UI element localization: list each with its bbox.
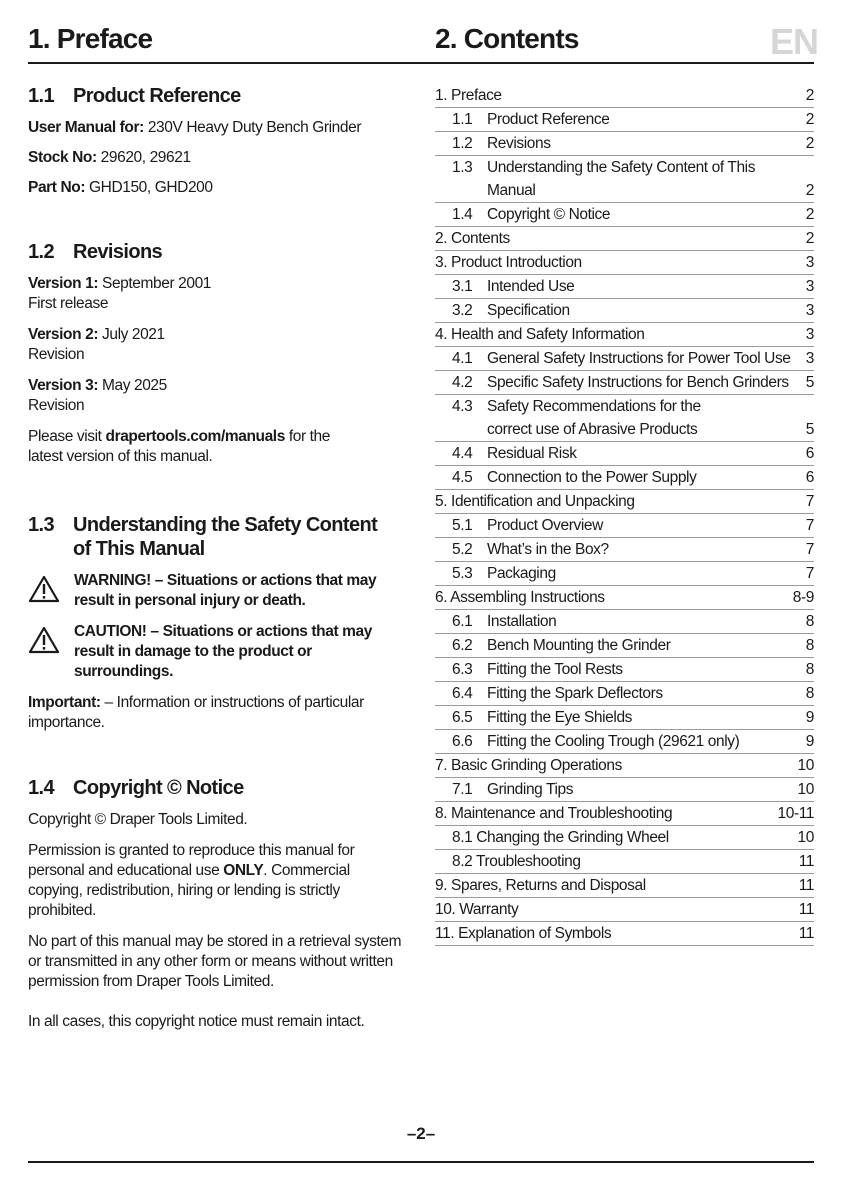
- toc-entry[interactable]: [435, 922, 814, 946]
- header-divider: [28, 62, 814, 64]
- toc-entry[interactable]: [435, 898, 814, 922]
- toc-entry[interactable]: [435, 395, 814, 442]
- field-label: Stock No:: [28, 149, 97, 166]
- warning-triangle-icon: [28, 571, 74, 609]
- toc-entry-title: 9. Spares, Returns and Disposal: [435, 877, 646, 894]
- toc-entry-page: 3: [805, 278, 814, 295]
- toc-entry-page: 6: [805, 445, 814, 462]
- version-label: Version 3:: [28, 377, 99, 394]
- toc-entry-title: Installation: [487, 613, 557, 630]
- toc-entry-page: 2: [805, 182, 814, 199]
- footer-divider: [28, 1161, 814, 1163]
- toc-entry-page: 8: [805, 685, 814, 702]
- section-1-2-heading: [28, 240, 413, 264]
- toc-entry-page: 5: [805, 421, 814, 438]
- section-number: 1.2: [28, 241, 55, 263]
- toc-entry[interactable]: [435, 347, 814, 371]
- toc-entry-number: 6.2: [452, 637, 473, 654]
- toc-entry-page: 8-9: [792, 589, 814, 606]
- toc-entry-number: 4.3: [452, 398, 473, 415]
- toc-entry-number: 1.4: [452, 206, 473, 223]
- version-date: September 2001: [98, 275, 212, 292]
- toc-entry-number: 4.1: [452, 350, 473, 367]
- stock-number-line: [28, 148, 413, 168]
- toc-entry-number: 6.5: [452, 709, 473, 726]
- toc-entry-title: 7. Basic Grinding Operations: [435, 757, 622, 774]
- toc-entry[interactable]: [435, 323, 814, 347]
- toc-entry[interactable]: [435, 371, 814, 395]
- toc-entry-number: 4.4: [452, 445, 473, 462]
- toc-entry-page: 7: [805, 517, 814, 534]
- toc-entry[interactable]: [435, 634, 814, 658]
- toc-entry-title: 8. Maintenance and Troubleshooting: [435, 805, 673, 822]
- version-note: Revision: [28, 397, 85, 414]
- toc-entry-page: 2: [805, 111, 814, 128]
- toc-entry-page: 10-11: [777, 805, 814, 822]
- toc-entry-number: 1.2: [452, 135, 473, 152]
- toc-entry-page: 3: [805, 350, 814, 367]
- toc-entry-title: Connection to the Power Supply: [487, 469, 697, 486]
- toc-entry-title: Product Reference: [487, 111, 610, 128]
- toc-entry-page: 7: [805, 493, 814, 510]
- toc-entry[interactable]: [435, 706, 814, 730]
- section-title: Product Reference: [73, 85, 241, 107]
- section-number: 1.1: [28, 85, 55, 107]
- toc-entry-page: 10: [797, 781, 814, 798]
- toc-entry-number: 3.1: [452, 278, 473, 295]
- toc-entry-page: 2: [805, 230, 814, 247]
- version-1-entry: [28, 274, 413, 314]
- toc-entry[interactable]: [435, 538, 814, 562]
- toc-entry[interactable]: [435, 730, 814, 754]
- retrieval-paragraph: No part of this manual may be stored in a retrieval system or transmitted in any other form or means without written permission from Draper Tools Limited.: [28, 933, 402, 990]
- toc-entry-title: Intended Use: [487, 278, 575, 295]
- toc-entry-page: 8: [805, 613, 814, 630]
- toc-entry-title: 2. Contents: [435, 230, 510, 247]
- toc-entry-number: 5.1: [452, 517, 473, 534]
- toc-entry-title: 10. Warranty: [435, 901, 519, 918]
- field-value: 29620, 29621: [96, 149, 191, 166]
- toc-entry-page: 11: [798, 901, 814, 918]
- version-label: Version 1:: [28, 275, 99, 292]
- toc-entry-number: 1.1: [452, 111, 473, 128]
- toc-entry-number: 5.3: [452, 565, 473, 582]
- toc-entry-title: Specific Safety Instructions for Bench Grinders: [487, 374, 789, 391]
- toc-entry[interactable]: [435, 227, 814, 251]
- version-label: Version 2:: [28, 326, 99, 343]
- toc-entry-title: Copyright © Notice: [487, 206, 611, 223]
- toc-entry-title: 1. Preface: [435, 87, 502, 104]
- toc-entry-title: 11. Explanation of Symbols: [435, 925, 612, 942]
- toc-entry-page: 10: [797, 757, 814, 774]
- toc-entry-title: Safety Recommendations for the correct use of Abrasive Products: [487, 398, 701, 438]
- toc-entry[interactable]: [435, 778, 814, 802]
- toc-entry-page: 8: [805, 637, 814, 654]
- table-of-contents: [435, 84, 814, 946]
- toc-entry-title: Fitting the Tool Rests: [487, 661, 623, 678]
- field-value: GHD150, GHD200: [85, 179, 213, 196]
- field-label: Part No:: [28, 179, 86, 196]
- toc-entry-number: 1.3: [452, 159, 473, 176]
- version-date: July 2021: [98, 326, 165, 343]
- toc-entry-title: Residual Risk: [487, 445, 577, 462]
- copyright-line: Copyright © Draper Tools Limited.: [28, 811, 248, 828]
- toc-entry-page: 8: [805, 661, 814, 678]
- toc-entry-page: 11: [798, 877, 814, 894]
- warning-notice: [28, 571, 413, 611]
- section-number: 1.4: [28, 777, 55, 799]
- permission-paragraph: Permission is granted to reproduce this manual for personal and educational use ONLY. Commercial copying, redistribution, hiring or lending is strictly prohibited.: [28, 842, 355, 919]
- preface-heading: 1. Preface: [28, 23, 153, 54]
- toc-entry[interactable]: [435, 514, 814, 538]
- toc-entry[interactable]: [435, 826, 814, 850]
- version-3-entry: [28, 376, 413, 416]
- toc-entry-title: Revisions: [487, 135, 551, 152]
- toc-entry-number: 6.3: [452, 661, 473, 678]
- toc-entry-title: Product Overview: [487, 517, 603, 534]
- toc-entry-title: Grinding Tips: [487, 781, 574, 798]
- field-label: User Manual for:: [28, 119, 144, 136]
- section-number: 1.3: [28, 514, 55, 536]
- toc-entry[interactable]: [435, 610, 814, 634]
- toc-entry-title: 8.2 Troubleshooting: [452, 853, 581, 870]
- toc-entry-page: 2: [805, 87, 814, 104]
- toc-entry-title: General Safety Instructions for Power Tool Use: [487, 350, 791, 367]
- toc-entry[interactable]: [435, 108, 814, 132]
- toc-entry-number: 3.2: [452, 302, 473, 319]
- toc-entry-title: 8.1 Changing the Grinding Wheel: [452, 829, 669, 846]
- preface-column: [28, 84, 413, 1032]
- toc-entry-page: 2: [805, 206, 814, 223]
- toc-entry-title: What’s in the Box?: [487, 541, 609, 558]
- version-note: Revision: [28, 346, 85, 363]
- manuals-link[interactable]: drapertools.com/manuals: [105, 428, 285, 445]
- section-1-3-heading: [28, 513, 413, 561]
- toc-entry[interactable]: [435, 203, 814, 227]
- toc-entry-title: 3. Product Introduction: [435, 254, 582, 271]
- toc-entry[interactable]: [435, 586, 814, 610]
- toc-entry-number: 6.1: [452, 613, 473, 630]
- toc-entry[interactable]: [435, 682, 814, 706]
- toc-entry[interactable]: [435, 562, 814, 586]
- toc-entry[interactable]: [435, 84, 814, 108]
- toc-entry[interactable]: [435, 299, 814, 323]
- section-title: Copyright © Notice: [73, 777, 244, 799]
- toc-entry-title: Understanding the Safety Content of This Manual: [487, 159, 756, 199]
- toc-entry-page: 5: [805, 374, 814, 391]
- toc-entry-number: 7.1: [452, 781, 473, 798]
- version-date: May 2025: [98, 377, 167, 394]
- toc-entry[interactable]: [435, 802, 814, 826]
- caution-triangle-icon: [28, 622, 74, 660]
- language-badge: EN: [770, 21, 819, 62]
- important-note: Important: – Information or instructions of particular importance.: [28, 694, 364, 731]
- visit-website-text: Please visit drapertools.com/manuals for the latest version of this manual.: [28, 428, 330, 465]
- section-title: Revisions: [73, 241, 163, 263]
- toc-entry[interactable]: [435, 754, 814, 778]
- toc-entry-title: 6. Assembling Instructions: [435, 589, 605, 606]
- toc-entry-number: 5.2: [452, 541, 473, 558]
- toc-entry-page: 11: [798, 925, 814, 942]
- section-title: Understanding the Safety Content of This Manual: [73, 514, 378, 560]
- user-manual-line: [28, 118, 413, 138]
- toc-entry[interactable]: [435, 442, 814, 466]
- caution-notice: [28, 622, 413, 682]
- toc-entry[interactable]: [435, 490, 814, 514]
- toc-entry[interactable]: [435, 132, 814, 156]
- toc-entry-page: 3: [805, 254, 814, 271]
- toc-entry[interactable]: [435, 156, 814, 203]
- page-number: –2–: [406, 1124, 436, 1143]
- version-note: First release: [28, 295, 109, 312]
- intact-notice: In all cases, this copyright notice must remain intact.: [28, 1013, 365, 1030]
- toc-entry[interactable]: [435, 275, 814, 299]
- field-value: 230V Heavy Duty Bench Grinder: [143, 119, 362, 136]
- toc-entry[interactable]: [435, 874, 814, 898]
- caution-text: CAUTION! – Situations or actions that may result in damage to the product or surroundings.: [74, 623, 372, 680]
- contents-heading: 2. Contents: [435, 23, 579, 54]
- version-2-entry: [28, 325, 413, 365]
- toc-entry-number: 6.4: [452, 685, 473, 702]
- toc-entry-title: Fitting the Cooling Trough (29621 only): [487, 733, 740, 750]
- toc-entry-title: Fitting the Spark Deflectors: [487, 685, 663, 702]
- toc-entry-page: 10: [797, 829, 814, 846]
- toc-entry-title: Packaging: [487, 565, 556, 582]
- toc-entry-page: 7: [805, 541, 814, 558]
- toc-entry-title: Specification: [487, 302, 570, 319]
- toc-entry-title: Bench Mounting the Grinder: [487, 637, 671, 654]
- warning-text: WARNING! – Situations or actions that may result in personal injury or death.: [74, 572, 377, 609]
- toc-entry[interactable]: [435, 466, 814, 490]
- toc-entry-number: 4.2: [452, 374, 473, 391]
- toc-entry-title: 4. Health and Safety Information: [435, 326, 645, 343]
- toc-entry-page: 9: [805, 709, 814, 726]
- toc-entry-number: 4.5: [452, 469, 473, 486]
- toc-entry-page: 9: [805, 733, 814, 750]
- toc-entry-page: 3: [805, 326, 814, 343]
- toc-entry-page: 2: [805, 135, 814, 152]
- toc-entry-number: 6.6: [452, 733, 473, 750]
- toc-entry-page: 7: [805, 565, 814, 582]
- toc-entry[interactable]: [435, 850, 814, 874]
- section-1-1-heading: [28, 84, 413, 108]
- toc-entry-page: 6: [805, 469, 814, 486]
- toc-entry-page: 11: [798, 853, 814, 870]
- toc-entry[interactable]: [435, 251, 814, 275]
- toc-entry-title: 5. Identification and Unpacking: [435, 493, 635, 510]
- toc-entry-page: 3: [805, 302, 814, 319]
- part-number-line: [28, 178, 413, 198]
- section-1-4-heading: [28, 776, 413, 800]
- toc-entry[interactable]: [435, 658, 814, 682]
- toc-entry-title: Fitting the Eye Shields: [487, 709, 633, 726]
